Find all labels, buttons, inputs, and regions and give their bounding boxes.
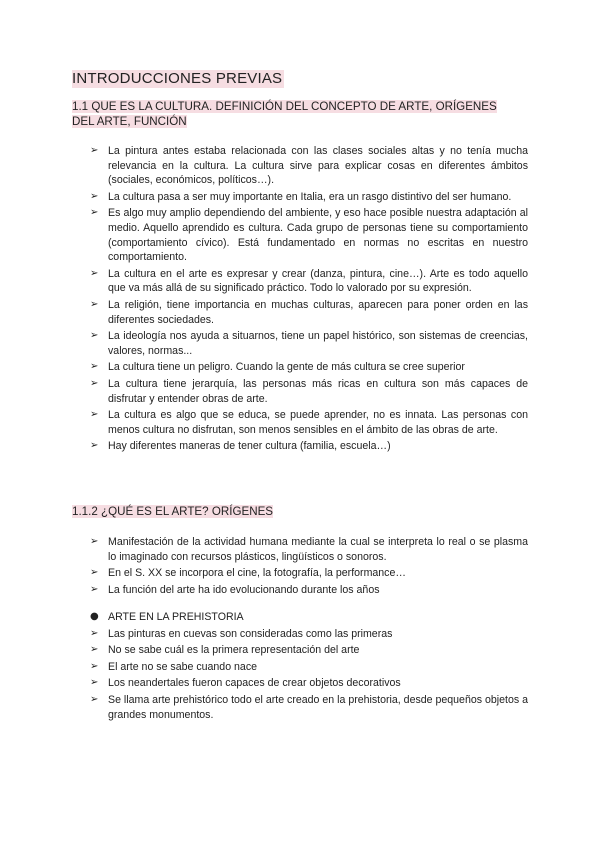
section-heading-text: 1.1.2 ¿QUÉ ES EL ARTE? ORÍGENES [72,505,274,518]
list-item: ➢ Los neandertales fueron capaces de crear objetos decorativos [90,677,401,690]
arrow-bullet-icon: ➢ [90,677,99,689]
list-item: ➢ Hay diferentes maneras de tener cultura (familia, escuela…) [90,440,391,453]
arrow-bullet-icon: ➢ [90,409,99,421]
list-item: ➢ La ideología nos ayuda a situarnos, tiene un papel histórico, son sistemas de creencias, valores, normas... [90,330,528,357]
arrow-bullet-icon: ➢ [90,267,99,279]
list-item: ➢ Es algo muy amplio dependiendo del ambiente, y eso hace posible nuestra adaptación al medio. Aquello aprendido es cultura. Cada grupo de personas tiene su comportamiento (comportamiento cívico). Está fundamentado en normas no escritas en nuestro comportamiento. [90,207,528,264]
list-item: ➢ La cultura pasa a ser muy importante en Italia, era un rasgo distintivo del ser humano. [90,190,512,203]
list-item: ➢ La cultura tiene jerarquía, las personas más ricas en cultura son más capaces de disfrutar y entender obras de arte. [90,377,528,405]
prehistory-list [90,610,528,724]
list-item: ➢ El arte no se sabe cuando nace [90,660,258,673]
arrow-bullet-icon: ➢ [90,627,99,639]
list-item: ➢ La cultura es algo que se educa, se puede aprender, no es innata. Las personas con menos cultura no disfrutan, son menos sensibles en el ámbito de las obras de arte. [90,409,528,436]
page-title: INTRODUCCIONES PREVIAS [72,70,283,87]
arrow-bullet-icon: ➢ [90,298,99,310]
arrow-bullet-icon: ➢ [90,330,99,342]
arrow-bullet-icon: ➢ [90,361,99,373]
arrow-bullet-icon: ➢ [90,145,99,156]
section-heading-culture [72,99,517,129]
arrow-bullet-icon: ➢ [90,377,99,389]
list-item: ➢ Manifestación de la actividad humana mediante la cual se interpreta lo real o se plasma lo imaginado con recursos plásticos, lingüísticos o sonoros. [90,536,528,563]
arrow-bullet-icon: ➢ [90,693,99,705]
arrow-bullet-icon: ➢ [90,536,99,547]
section-heading-art-origins [72,504,273,519]
section-heading-text: 1.1 QUE ES LA CULTURA. DEFINICIÓN DEL CONCEPTO DE ARTE, ORÍGENES DEL ARTE, FUNCIÓN [72,100,497,128]
arrow-bullet-icon: ➢ [90,567,99,579]
art-definition-list [90,535,528,599]
arrow-bullet-icon: ➢ [90,190,99,202]
list-item: ➢ En el S. XX se incorpora el cine, la fotografía, la performance… [90,567,406,580]
list-item: ➢ La pintura antes estaba relacionada con las clases sociales altas y no tenía mucha relevancia en la cultura. La cultura sirve para explicar cosas en diferentes ámbitos (sociales, económicos, políticos…). [90,145,528,187]
list-item: ➢ La religión, tiene importancia en muchas culturas, aparecen para poner orden en las diferentes sociedades. [90,298,528,326]
list-item: ➢ La cultura en el arte es expresar y crear (danza, pintura, cine…). Arte es todo aquello que va más allá de su significado práctico. Todo lo valorado por su expresión. [90,267,528,295]
list-item: ➢ La cultura tiene un peligro. Cuando la gente de más cultura se cree superior [90,361,465,374]
list-item: ➢ No se sabe cuál es la primera representación del arte [90,644,360,657]
arrow-bullet-icon: ➢ [90,440,99,452]
arrow-bullet-icon: ➢ [90,660,99,672]
arrow-bullet-icon: ➢ [90,207,99,219]
dot-bullet-icon: ● [90,611,99,622]
culture-bullet-list [90,144,528,456]
subsection-item: ● ARTE EN LA PREHISTORIA [90,611,244,623]
arrow-bullet-icon: ➢ [90,644,99,656]
arrow-bullet-icon: ➢ [90,583,99,595]
list-item: ➢ La función del arte ha ido evolucionando durante los años [90,583,380,596]
list-item: ➢ Las pinturas en cuevas son consideradas como las primeras [90,627,393,640]
list-item: ➢ Se llama arte prehistórico todo el arte creado en la prehistoria, desde pequeños objetos a grandes monumentos. [90,693,528,721]
